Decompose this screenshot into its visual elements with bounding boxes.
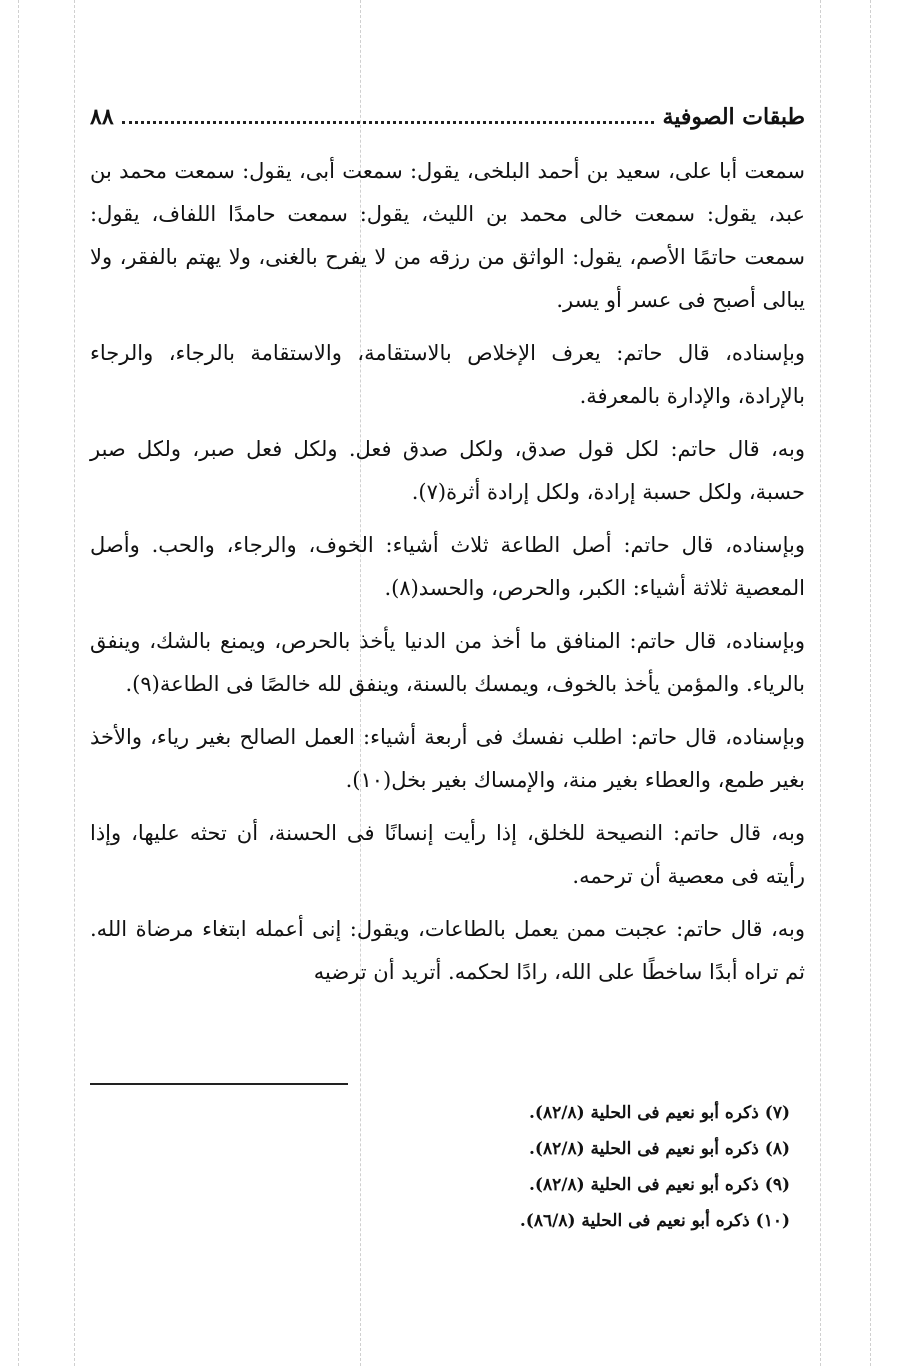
footnote: (٧) ذكره أبو نعيم فى الحلية (٨٢/٨). xyxy=(529,1103,790,1123)
header-dots xyxy=(122,109,655,124)
book-page xyxy=(90,104,805,1004)
scan-guide-line xyxy=(74,0,75,1366)
paragraph: وبإسناده، قال حاتم: يعرف الإخلاص بالاستقامة، والاستقامة بالرجاء، والرجاء بالإرادة، والإدارة بالمعرفة. xyxy=(90,341,805,408)
paragraph: وبإسناده، قال حاتم: اطلب نفسك فى أربعة أشياء: العمل الصالح بغير رياء، والأخذ بغير طمع، والعطاء بغير منة، والإمساك بغير بخل(١٠). xyxy=(90,725,805,792)
page-header xyxy=(90,104,805,148)
running-title: طبقات الصوفية xyxy=(662,104,805,130)
paragraph: سمعت أبا على، سعيد بن أحمد البلخى، يقول: سمعت أبى، يقول: سمعت محمد بن عبد، يقول: سمعت خالى محمد بن الليث، يقول: سمعت حامدًا اللفاف، يقول: سمعت حاتمًا الأصم، يقول: الواثق من رزقه من لا يفرح بالغنى، ولا يهتم بالفقر، ولا يبالى أصبح فى عسر أو يسر. xyxy=(90,159,805,312)
paragraph: وبإسناده، قال حاتم: المنافق ما أخذ من الدنيا يأخذ بالحرص، ويمنع بالشك، وينفق بالرياء. والمؤمن يأخذ بالخوف، ويمسك بالسنة، وينفق لله خالصًا فى الطاعة(٩). xyxy=(90,629,805,696)
footnotes xyxy=(420,1095,790,1239)
footnote-separator xyxy=(90,1083,348,1085)
paragraph: وبإسناده، قال حاتم: أصل الطاعة ثلاث أشياء: الخوف، والرجاء، والحب. وأصل المعصية ثلاثة أشياء: الكبر، والحرص، والحسد(٨). xyxy=(90,533,805,600)
paragraph: وبه، قال حاتم: عجبت ممن يعمل بالطاعات، ويقول: إنى أعمله ابتغاء مرضاة الله. ثم تراه أبدًا ساخطًا على الله، رادًا لحكمه. أتريد أن ترضيه xyxy=(90,917,805,984)
page-number: ٨٨ xyxy=(90,104,114,130)
scan-guide-line xyxy=(820,0,821,1366)
footnote: (٨) ذكره أبو نعيم فى الحلية (٨٢/٨). xyxy=(529,1139,790,1159)
footnote: (١٠) ذكره أبو نعيم فى الحلية (٨٦/٨). xyxy=(519,1211,790,1231)
scan-guide-line xyxy=(18,0,19,1366)
paragraph: وبه، قال حاتم: لكل قول صدق، ولكل صدق فعل. ولكل فعل صبر، ولكل صبر حسبة، ولكل حسبة إرادة، ولكل إرادة أثرة(٧). xyxy=(90,437,805,504)
scan-guide-line xyxy=(870,0,871,1366)
footnote: (٩) ذكره أبو نعيم فى الحلية (٨٢/٨). xyxy=(529,1175,790,1195)
paragraph: وبه، قال حاتم: النصيحة للخلق، إذا رأيت إنسانًا فى الحسنة، أن تحثه عليها، وإذا رأيته فى معصية أن ترحمه. xyxy=(90,821,805,888)
